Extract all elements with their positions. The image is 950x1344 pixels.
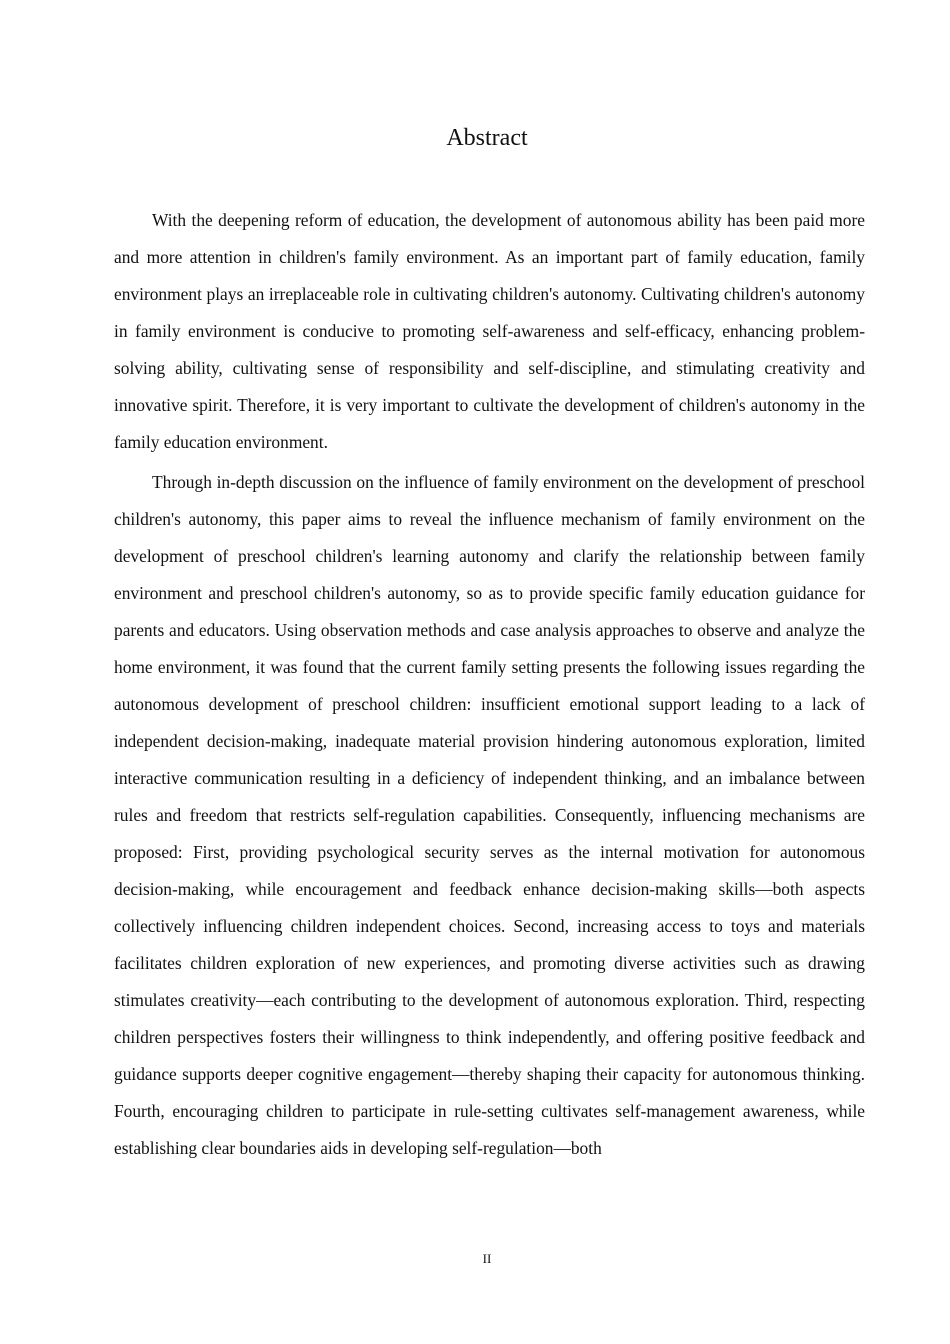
abstract-paragraph-2: Through in-depth discussion on the influence of family environment on the development of preschool children's autonomy, this paper aims to reveal the influence mechanism of family environment on the development of preschool children's learning autonomy and clarify the relationship between family environment and preschool children's autonomy, so as to provide specific family education guidance for parents and educators. Using observation methods and case analysis approaches to observe and analyze the home environment, it was found that the current family setting presents the following issues regarding the autonomous development of preschool children: insufficient emotional support leading to a lack of independent decision-making, inadequate material provision hindering autonomous exploration, limited interactive communication resulting in a deficiency of independent thinking, and an imbalance between rules and freedom that restricts self-regulation capabilities. Consequently, influencing mechanisms are proposed: First, providing psychological security serves as the internal motivation for autonomous decision-making, while encouragement and feedback enhance decision-making skills—both aspects collectively influencing children independent choices. Second, increasing access to toys and materials facilitates children exploration of new experiences, and promoting diverse activities such as drawing stimulates creativity—each contributing to the development of autonomous exploration. Third, respecting children perspectives fosters their willingness to think independently, and offering positive feedback and guidance supports deeper cognitive engagement—thereby shaping their capacity for autonomous thinking. Fourth, encouraging children to participate in rule-setting cultivates self-management awareness, while establishing clear boundaries aids in developing self-regulation—both (114, 472, 865, 1158)
abstract-body (114, 202, 865, 1170)
page-number: II (482, 1251, 492, 1266)
abstract-paragraph-1: With the deepening reform of education, the development of autonomous ability has been paid more and more attention in children's family environment. As an important part of family education, family environment plays an irreplaceable role in cultivating children's autonomy. Cultivating children's autonomy in family environment is conducive to promoting self-awareness and self-efficacy, enhancing problem-solving ability, cultivating sense of responsibility and self-discipline, and stimulating creativity and innovative spirit. Therefore, it is very important to cultivate the development of children's autonomy in the family education environment. (114, 210, 865, 452)
abstract-title: Abstract (446, 125, 528, 151)
